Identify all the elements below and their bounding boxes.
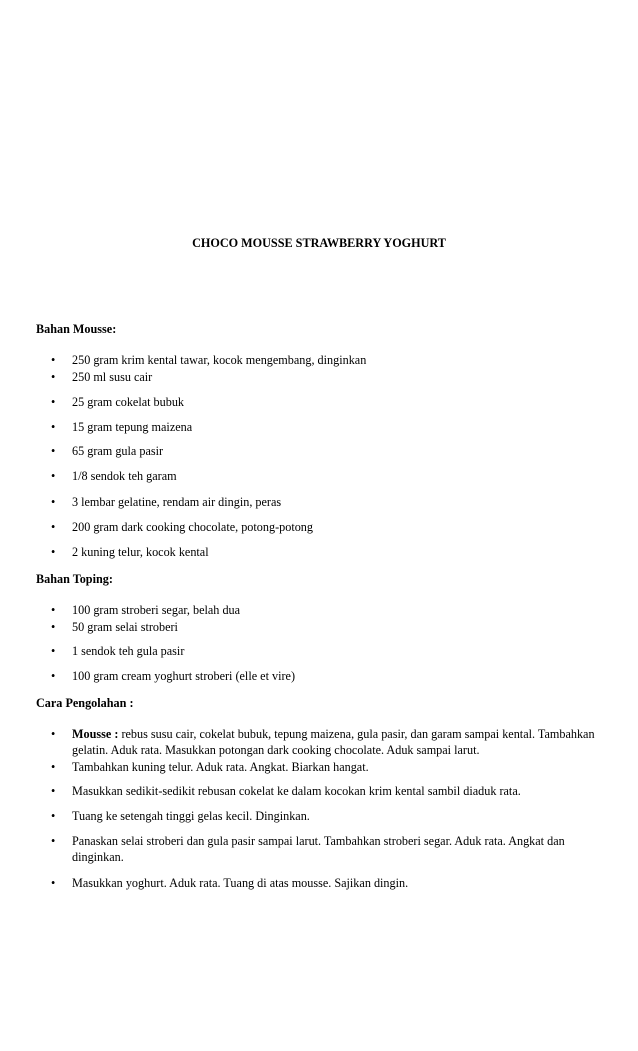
- list-item: • 15 gram tepung maizena: [51, 420, 193, 434]
- list-item: • 50 gram selai stroberi: [51, 620, 178, 634]
- list-item: • 100 gram cream yoghurt stroberi (elle et vire): [51, 669, 296, 683]
- bullet-icon: •: [51, 620, 56, 634]
- list-item: • 250 gram krim kental tawar, kocok mengembang, dinginkan: [51, 353, 367, 367]
- list-item: • 25 gram cokelat bubuk: [51, 395, 185, 409]
- step-text: rebus susu cair, cokelat bubuk, tepung maizena, gula pasir, dan garam sampai kental. Tambahkan gelatin. Aduk rata. Masukkan potongan dark cooking chocolate. Aduk sampai larut.: [72, 727, 595, 757]
- section-heading-bahan-toping: Bahan Toping:: [36, 572, 113, 586]
- bullet-icon: •: [51, 395, 56, 409]
- list-item: • 100 gram stroberi segar, belah dua: [51, 603, 241, 617]
- list-item: • 2 kuning telur, kocok kental: [51, 545, 209, 559]
- bullet-icon: •: [51, 727, 56, 741]
- bullet-icon: •: [51, 444, 56, 458]
- bullet-icon: •: [51, 669, 56, 683]
- list-item: • Panaskan selai stroberi dan gula pasir sampai larut. Tambahkan stroberi segar. Aduk rata. Angkat dan dinginkan.: [51, 834, 565, 864]
- list-item: • 250 ml susu cair: [51, 370, 153, 384]
- bullet-icon: •: [51, 545, 56, 559]
- section-heading-cara-pengolahan: Cara Pengolahan :: [36, 696, 134, 710]
- section-heading-bahan-mousse: Bahan Mousse:: [36, 322, 117, 336]
- bullet-icon: •: [51, 603, 56, 617]
- list-item: • 200 gram dark cooking chocolate, potong-potong: [51, 520, 313, 534]
- list-item: • Masukkan sedikit-sedikit rebusan cokelat ke dalam kocokan krim kental sambil diaduk rata.: [51, 784, 521, 798]
- step-label: Mousse :: [72, 727, 119, 741]
- bullet-icon: •: [51, 469, 56, 483]
- bullet-icon: •: [51, 784, 56, 798]
- bullet-icon: •: [51, 760, 56, 774]
- bullet-icon: •: [51, 370, 56, 384]
- bullet-icon: •: [51, 520, 56, 534]
- bullet-icon: •: [51, 876, 56, 890]
- list-item: • 1 sendok teh gula pasir: [51, 644, 185, 658]
- list-item: • 3 lembar gelatine, rendam air dingin, peras: [51, 495, 282, 509]
- bullet-icon: •: [51, 834, 56, 848]
- bullet-icon: •: [51, 353, 56, 367]
- bullet-icon: •: [51, 809, 56, 823]
- list-item: • Masukkan yoghurt. Aduk rata. Tuang di atas mousse. Sajikan dingin.: [51, 876, 409, 890]
- list-item: • 1/8 sendok teh garam: [51, 469, 177, 483]
- bullet-icon: •: [51, 495, 56, 509]
- list-item: • Tambahkan kuning telur. Aduk rata. Angkat. Biarkan hangat.: [51, 760, 369, 774]
- bullet-icon: •: [51, 644, 56, 658]
- list-item: • Tuang ke setengah tinggi gelas kecil. Dinginkan.: [51, 809, 310, 823]
- bullet-icon: •: [51, 420, 56, 434]
- list-item: [51, 726, 601, 758]
- recipe-title: CHOCO MOUSSE STRAWBERRY YOGHURT: [192, 236, 446, 250]
- list-item: • 65 gram gula pasir: [51, 444, 164, 458]
